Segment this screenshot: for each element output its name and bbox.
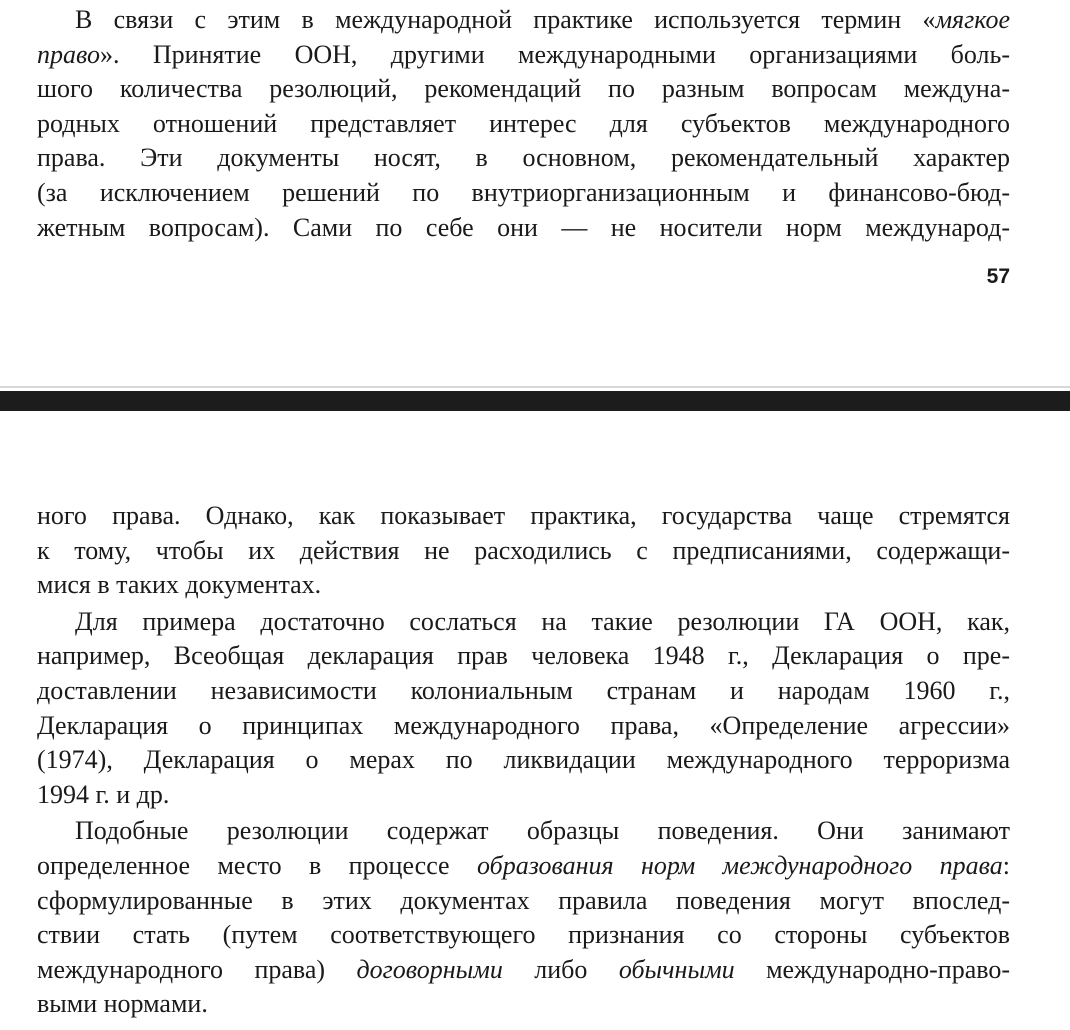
text-run: жетным вопросам). Сами по себе они — не носители норм международ- <box>37 212 1010 242</box>
text-run: шого количества резолюций, рекомендаций по разным вопросам междуна- <box>37 74 1010 104</box>
text-run: например, Всеобщая декларация прав человека 1948 г., Декларация о пре- <box>37 641 1010 671</box>
text-line <box>37 743 1010 778</box>
text-line <box>37 814 1010 849</box>
text-line <box>37 709 1010 744</box>
text-line <box>37 849 1010 884</box>
text-run: международного права) <box>37 954 357 984</box>
text-run: ствии стать (путем соответствующего признания со стороны субъектов <box>37 920 1010 950</box>
text-line <box>37 72 1010 107</box>
paragraph <box>37 605 1010 813</box>
text-run: выми нормами. <box>37 989 208 1019</box>
text-run: ного права. Однако, как показывает практика, государства чаще стремятся <box>37 501 1010 530</box>
text-run: : <box>1002 850 1010 880</box>
text-line <box>37 211 1010 246</box>
text-line <box>37 499 1010 534</box>
text-line <box>37 568 1010 603</box>
text-run: определенное место в процессе <box>37 850 477 880</box>
text-line <box>37 674 1010 709</box>
bottom-page <box>0 411 1070 1030</box>
text-run: сформулированные в этих документах правила поведения могут впослед- <box>37 885 1010 915</box>
text-run: родных отношений представляет интерес для субъектов международного <box>37 108 1010 138</box>
text-line <box>37 778 1010 813</box>
text-run: 1994 г. и др. <box>37 779 170 809</box>
text-line <box>37 107 1010 142</box>
text-run: доставлении независимости колониальным странам и народам 1960 г., <box>37 675 1010 705</box>
italic-text: обычными <box>618 954 735 984</box>
text-line <box>37 3 1010 38</box>
text-line <box>37 884 1010 919</box>
page-divider <box>0 391 1070 411</box>
text-line <box>37 918 1010 953</box>
text-run: мися в таких документах. <box>37 570 322 600</box>
top-page-paragraph <box>37 3 1010 245</box>
italic-text: право <box>37 39 100 69</box>
text-line <box>37 953 1010 988</box>
italic-text: мягкое <box>935 5 1010 34</box>
text-run: международно-право- <box>734 954 1010 984</box>
text-line <box>37 38 1010 73</box>
paragraph <box>37 814 1010 1022</box>
text-run: В связи с этим в международной практике используется термин « <box>75 5 936 34</box>
top-page <box>0 0 1070 388</box>
text-run: права. Эти документы носят, в основном, рекомендательный характер <box>37 143 1010 173</box>
text-line <box>37 176 1010 211</box>
paragraph <box>37 499 1010 603</box>
text-run: либо <box>502 954 619 984</box>
page-number: 57 <box>986 265 1010 288</box>
text-line <box>37 639 1010 674</box>
text-run: Для примера достаточно сослаться на такие резолюции ГА ООН, как, <box>75 606 1010 636</box>
text-run: к тому, чтобы их действия не расходились с предписаниями, содержащи- <box>37 535 1010 565</box>
text-run: (за исключением решений по внутриорганизационным и финансово-бюд- <box>37 177 1010 207</box>
italic-text: образования норм международного права <box>476 850 1003 880</box>
text-run: Подобные резолюции содержат образцы поведения. Они занимают <box>75 816 1010 846</box>
text-run: ». Принятие ООН, другими международными организациями боль- <box>99 39 1010 69</box>
text-run: Декларация о принципах международного права, «Определение агрессии» <box>37 710 1010 740</box>
text-line <box>37 141 1010 176</box>
text-line <box>37 605 1010 640</box>
italic-text: договорными <box>356 954 503 984</box>
text-line <box>37 534 1010 569</box>
bottom-page-text <box>37 499 1010 1022</box>
text-run: (1974), Декларация о мерах по ликвидации международного терроризма <box>37 745 1010 775</box>
text-line <box>37 987 1010 1022</box>
